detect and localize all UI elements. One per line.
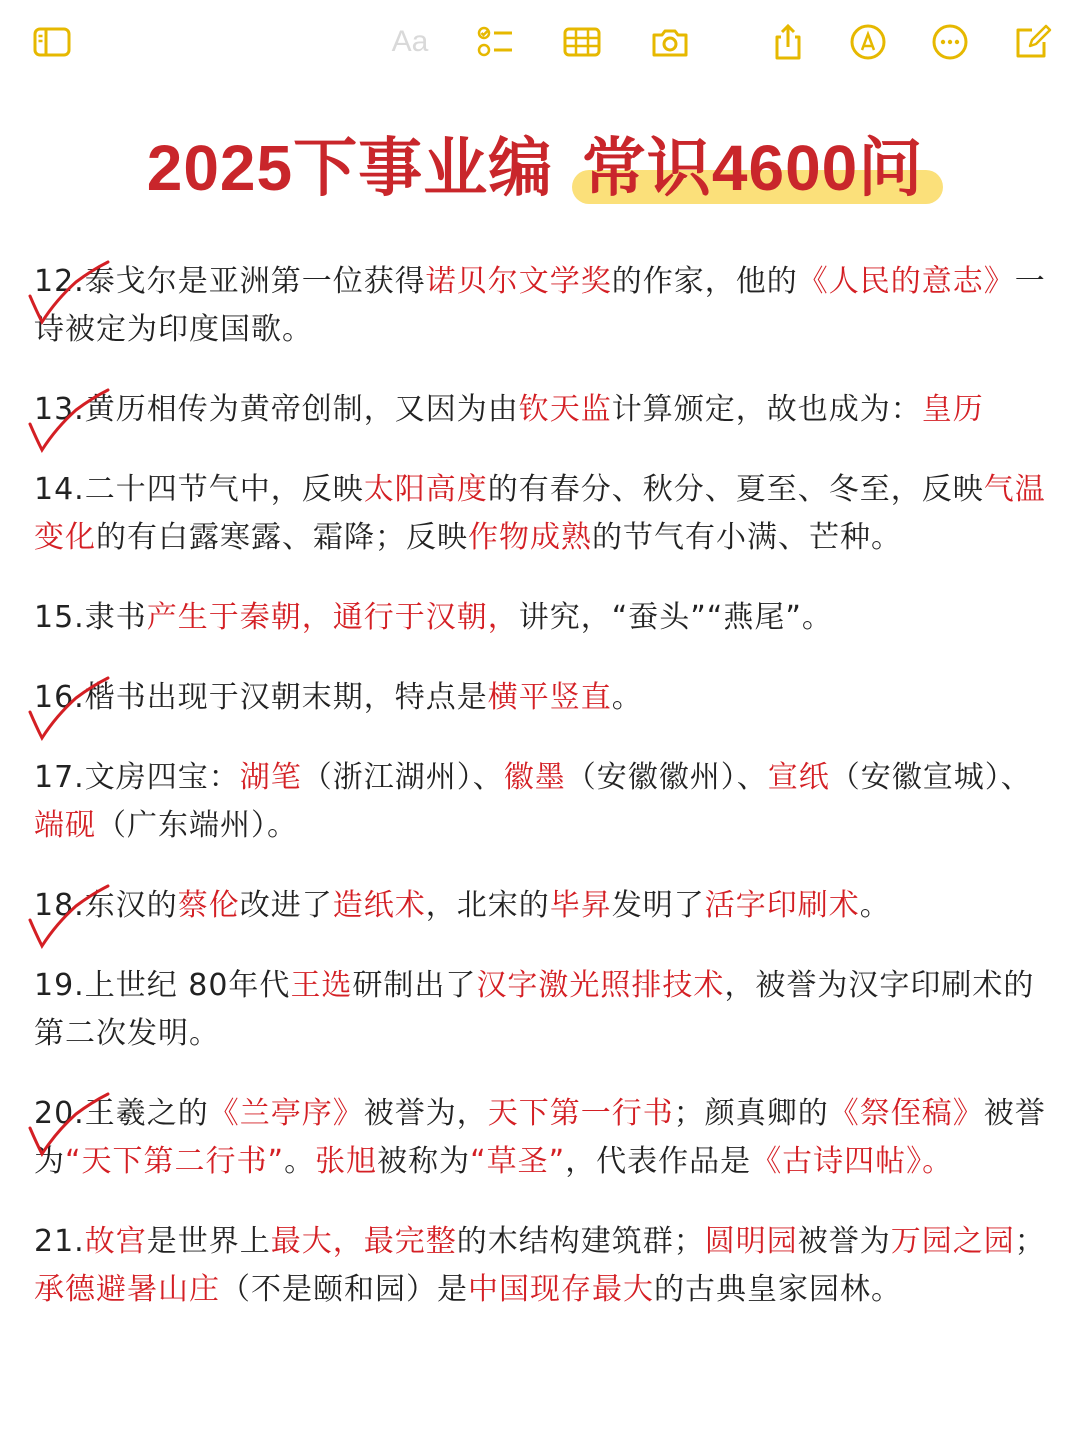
list-item (34, 386, 1049, 434)
list-item (34, 258, 1049, 354)
item-text: ； (1014, 1224, 1046, 1259)
item-text: 被誉为 (797, 1224, 891, 1259)
item-text: （广东端州）。 (96, 808, 298, 843)
item-text: ，北宋的 (425, 888, 550, 923)
list-item (34, 594, 1049, 642)
highlighted-text: 汉字激光照排技术 (476, 968, 725, 1003)
item-number: 14. (34, 472, 85, 507)
item-text: 被誉为 (34, 1096, 1046, 1179)
item-number: 13. (34, 392, 85, 427)
highlighted-text: “天下第二行书” (65, 1144, 285, 1179)
camera-icon[interactable] (648, 20, 692, 64)
checklist-icon[interactable] (473, 20, 517, 64)
more-icon[interactable] (928, 20, 972, 64)
highlighted-text: 造纸术 (332, 888, 426, 923)
list-item (34, 466, 1049, 562)
table-icon[interactable] (560, 20, 604, 64)
item-text: ，代表作品是 (565, 1144, 752, 1179)
item-text: 一诗被定为印度国歌。 (34, 264, 1046, 347)
compose-icon[interactable] (1012, 20, 1056, 64)
item-text: 发明了 (611, 888, 705, 923)
item-text: （浙江湖州）、 (301, 760, 504, 795)
highlighted-text: 毕昇 (549, 888, 612, 923)
list-item (34, 1090, 1049, 1186)
sidebar-icon[interactable] (30, 20, 74, 64)
highlighted-text: 钦天监 (518, 392, 612, 427)
item-text: 的木结构建筑群； (456, 1224, 705, 1259)
highlighted-text: 《人民的意志》 (797, 264, 1015, 299)
question-list (34, 258, 1049, 1346)
item-text: 的古典皇家园林。 (654, 1272, 902, 1307)
highlighted-text: 太阳高度 (363, 472, 488, 507)
title-highlight (572, 128, 933, 208)
highlighted-text: 诺贝尔文学奖 (425, 264, 612, 299)
highlighted-text: 万园之园 (890, 1224, 1015, 1259)
highlighted-text: 作物成熟 (468, 520, 592, 555)
item-text: 黄历相传为黄帝创制，又因为由 (84, 392, 519, 427)
title-part1: 2025下事业编 (146, 132, 572, 204)
item-text: 被称为 (377, 1144, 471, 1179)
item-text: 东汉的 (84, 888, 178, 923)
item-text: 讲究，“蚕头”“燕尾”。 (518, 600, 833, 635)
highlighted-text: 故宫 (84, 1224, 147, 1259)
highlighted-text: 产生于秦朝，通行于汉朝， (146, 600, 519, 635)
item-text: （不是颐和园）是 (220, 1272, 468, 1307)
highlighted-text: 湖笔 (239, 760, 302, 795)
item-text: 楷书出现于汉朝末期，特点是 (84, 680, 488, 715)
item-number: 17. (34, 760, 85, 795)
item-text: 。 (611, 680, 643, 715)
highlighted-text: 宣纸 (767, 760, 830, 795)
item-number: 15. (34, 600, 85, 635)
item-number: 12. (34, 264, 85, 299)
list-item (34, 754, 1049, 850)
item-text: 。 (859, 888, 891, 923)
text-format-icon[interactable] (388, 20, 432, 64)
highlighted-text: 《兰亭序》 (208, 1096, 364, 1131)
highlighted-text: 最大，最完整 (270, 1224, 457, 1259)
list-item (34, 1218, 1049, 1314)
list-item (34, 674, 1049, 722)
item-text: 的有春分、秋分、夏至、冬至，反映 (487, 472, 984, 507)
item-text: 被誉为， (363, 1096, 488, 1131)
item-text: ；颜真卿的 (673, 1096, 829, 1131)
highlighted-text: 活字印刷术 (704, 888, 860, 923)
item-text: 。 (284, 1144, 316, 1179)
title-part2: 常识4600问 (581, 132, 924, 204)
highlighted-text: 《祭侄稿》 (828, 1096, 984, 1131)
item-text: 隶书 (84, 600, 147, 635)
highlighted-text: 气温变化 (34, 472, 1046, 555)
highlighted-text: 王选 (290, 968, 353, 1003)
item-number: 20. (34, 1096, 85, 1131)
text-format-label: Aa (391, 25, 429, 58)
list-item (34, 962, 1049, 1058)
item-text: 的作家，他的 (611, 264, 798, 299)
item-text: （安徽宣城）、 (829, 760, 1032, 795)
item-text: ，被誉为汉字印刷术的第二次发明。 (34, 968, 1035, 1051)
item-text: 二十四节气中，反映 (84, 472, 364, 507)
item-number: 21. (34, 1224, 85, 1259)
highlighted-text: 蔡伦 (177, 888, 240, 923)
item-text: 王羲之的 (84, 1096, 209, 1131)
item-number: 18. (34, 888, 85, 923)
markup-pen-icon[interactable] (846, 20, 890, 64)
highlighted-text: 承德避暑山庄 (34, 1272, 220, 1307)
highlighted-text: 横平竖直 (487, 680, 612, 715)
item-text: 泰戈尔是亚洲第一位获得 (84, 264, 426, 299)
highlighted-text: 圆明园 (704, 1224, 798, 1259)
highlighted-text: “草圣” (470, 1144, 566, 1179)
item-text: 研制出了 (352, 968, 477, 1003)
highlighted-text: 《古诗四帖》。 (751, 1144, 954, 1179)
page-title (147, 128, 934, 208)
item-text: （安徽徽州）、 (565, 760, 768, 795)
item-number: 19. (34, 968, 85, 1003)
item-text: 的节气有小满、芒种。 (592, 520, 902, 555)
highlighted-text: 张旭 (315, 1144, 378, 1179)
highlighted-text: 皇历 (921, 392, 984, 427)
item-number: 16. (34, 680, 85, 715)
highlighted-text: 中国现存最大 (468, 1272, 654, 1307)
notes-toolbar (0, 0, 1080, 86)
highlighted-text: 天下第一行书 (487, 1096, 674, 1131)
highlighted-text: 端砚 (34, 808, 96, 843)
item-text: 改进了 (239, 888, 333, 923)
item-text: 是世界上 (146, 1224, 271, 1259)
title-block (0, 128, 1080, 208)
item-text: 的有白露寒露、霜降；反映 (96, 520, 468, 555)
highlighted-text: 徽墨 (503, 760, 566, 795)
item-text: 上世纪 80年代 (84, 968, 291, 1003)
item-text: 计算颁定，故也成为： (611, 392, 922, 427)
share-icon[interactable] (766, 20, 810, 64)
item-text: 文房四宝： (84, 760, 240, 795)
list-item (34, 882, 1049, 930)
